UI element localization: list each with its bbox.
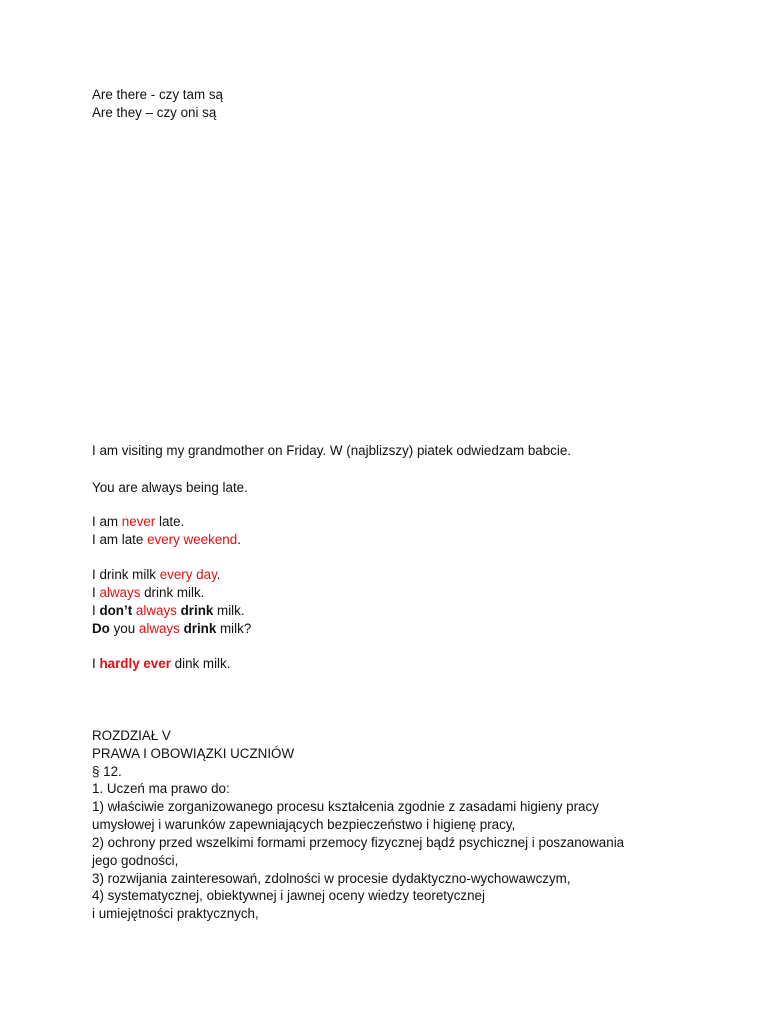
bold-word: drink	[180, 603, 214, 618]
text-segment: late.	[155, 514, 185, 529]
text-segment: I am late	[92, 532, 148, 547]
statute-line: 3) rozwijania zainteresowań, zdolności w procesie dydaktyczno-wychowawczym,	[92, 871, 571, 886]
sentence-always-late: You are always being late.	[92, 480, 248, 495]
chapter-title: PRAWA I OBOWIĄZKI UCZNIÓW	[92, 746, 295, 761]
bold-word: drink	[183, 621, 217, 636]
sentence-friday: I am visiting my grandmother on Friday. W (najblizszy) piatek odwiedzam babcie.	[92, 443, 572, 458]
adverb-highlight: always	[99, 585, 141, 600]
text-segment: drink milk.	[140, 585, 205, 600]
sentence-always-drink	[92, 584, 204, 602]
text-segment: milk?	[216, 621, 252, 636]
statute-line: umysłowej i warunków zapewniających bezpieczeństwo i higienę pracy,	[92, 817, 516, 832]
adverb-highlight: every day	[159, 567, 217, 582]
adverb-highlight: always	[138, 621, 180, 636]
text-segment: I	[92, 656, 100, 671]
statute-line: i umiejętności praktycznych,	[92, 906, 259, 921]
text-segment: I	[92, 603, 100, 618]
statute-line: 4) systematycznej, obiektywnej i jawnej oceny wiedzy teoretycznej	[92, 888, 485, 903]
intro-line-are-they: Are they – czy oni są	[92, 105, 217, 120]
sentence-every-day	[92, 566, 221, 584]
chapter-heading: ROZDZIAŁ V	[92, 728, 171, 743]
adverb-highlight: never	[121, 514, 156, 529]
sentence-every-weekend	[92, 531, 241, 549]
text-segment: milk.	[213, 603, 245, 618]
text-segment: .	[216, 567, 221, 582]
text-segment: you	[109, 621, 139, 636]
intro-line-are-there: Are there - czy tam są	[92, 87, 223, 102]
statute-line: jego godności,	[92, 853, 179, 868]
question-do-you-always-drink	[92, 620, 251, 638]
text-segment: I	[92, 585, 100, 600]
statute-line: 1) właściwie zorganizowanego procesu kształcenia zgodnie z zasadami higieny pracy	[92, 799, 599, 814]
text-segment: dink milk.	[170, 656, 231, 671]
bold-word: don’t	[99, 603, 133, 618]
adverb-highlight: hardly ever	[99, 656, 171, 671]
sentence-hardly-ever	[92, 655, 230, 673]
adverb-highlight: always	[135, 603, 177, 618]
sentence-never-late	[92, 513, 184, 531]
text-segment: I am	[92, 514, 122, 529]
statute-line: 2) ochrony przed wszelkimi formami przemocy fizycznej bądź psychicznej i poszanowania	[92, 835, 625, 850]
statute-line: 1. Uczeń ma prawo do:	[92, 781, 230, 796]
text-segment: I drink milk	[92, 567, 160, 582]
text-segment: .	[237, 532, 241, 547]
section-number: § 12.	[92, 764, 122, 779]
adverb-highlight: every weekend	[147, 532, 238, 547]
sentence-dont-always-drink	[92, 602, 245, 620]
bold-word: Do	[92, 621, 110, 636]
